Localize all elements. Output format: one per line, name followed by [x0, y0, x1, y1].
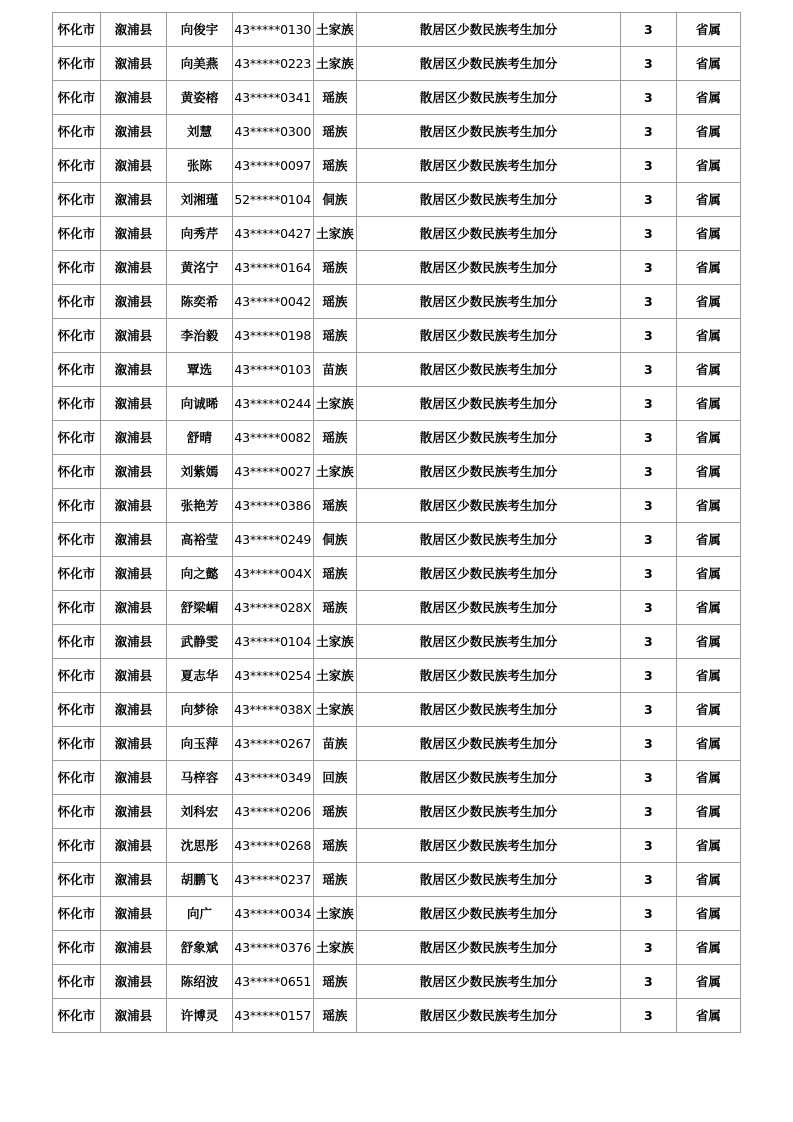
cell-county: 溆浦县: [100, 659, 166, 693]
cell-points: 3: [620, 795, 676, 829]
cell-ethnicity: 瑶族: [313, 965, 357, 999]
cell-id: 43*****0300: [233, 115, 313, 149]
cell-points: 3: [620, 47, 676, 81]
cell-name: 刘紫嫣: [166, 455, 232, 489]
cell-name: 覃选: [166, 353, 232, 387]
cell-level: 省属: [676, 353, 740, 387]
table-row: [53, 489, 741, 523]
table-row: [53, 285, 741, 319]
cell-county: 溆浦县: [100, 897, 166, 931]
cell-ethnicity: 土家族: [313, 13, 357, 47]
cell-ethnicity: 回族: [313, 761, 357, 795]
cell-level: 省属: [676, 251, 740, 285]
cell-county: 溆浦县: [100, 931, 166, 965]
cell-id: 43*****0198: [233, 319, 313, 353]
cell-level: 省属: [676, 115, 740, 149]
cell-ethnicity: 瑶族: [313, 115, 357, 149]
cell-ethnicity: 侗族: [313, 183, 357, 217]
cell-level: 省属: [676, 421, 740, 455]
cell-points: 3: [620, 829, 676, 863]
cell-city: 怀化市: [53, 523, 101, 557]
cell-city: 怀化市: [53, 625, 101, 659]
cell-reason: 散居区少数民族考生加分: [357, 829, 621, 863]
cell-id: 43*****0249: [233, 523, 313, 557]
cell-city: 怀化市: [53, 863, 101, 897]
table-row: [53, 319, 741, 353]
cell-city: 怀化市: [53, 455, 101, 489]
cell-county: 溆浦县: [100, 761, 166, 795]
cell-points: 3: [620, 387, 676, 421]
cell-level: 省属: [676, 285, 740, 319]
cell-level: 省属: [676, 489, 740, 523]
cell-id: 43*****0104: [233, 625, 313, 659]
cell-reason: 散居区少数民族考生加分: [357, 81, 621, 115]
cell-points: 3: [620, 523, 676, 557]
cell-county: 溆浦县: [100, 81, 166, 115]
cell-city: 怀化市: [53, 285, 101, 319]
cell-ethnicity: 土家族: [313, 387, 357, 421]
cell-id: 43*****038X: [233, 693, 313, 727]
cell-name: 刘科宏: [166, 795, 232, 829]
cell-points: 3: [620, 489, 676, 523]
cell-name: 许博灵: [166, 999, 232, 1033]
cell-reason: 散居区少数民族考生加分: [357, 149, 621, 183]
cell-county: 溆浦县: [100, 727, 166, 761]
cell-reason: 散居区少数民族考生加分: [357, 523, 621, 557]
table-row: [53, 591, 741, 625]
cell-reason: 散居区少数民族考生加分: [357, 455, 621, 489]
cell-name: 刘湘瑾: [166, 183, 232, 217]
table-row: [53, 557, 741, 591]
cell-level: 省属: [676, 591, 740, 625]
cell-ethnicity: 瑶族: [313, 591, 357, 625]
cell-reason: 散居区少数民族考生加分: [357, 183, 621, 217]
cell-points: 3: [620, 13, 676, 47]
cell-id: 43*****0237: [233, 863, 313, 897]
cell-reason: 散居区少数民族考生加分: [357, 999, 621, 1033]
cell-city: 怀化市: [53, 421, 101, 455]
cell-name: 舒象斌: [166, 931, 232, 965]
cell-name: 陈奕希: [166, 285, 232, 319]
cell-ethnicity: 土家族: [313, 47, 357, 81]
cell-ethnicity: 瑶族: [313, 829, 357, 863]
cell-county: 溆浦县: [100, 557, 166, 591]
cell-county: 溆浦县: [100, 115, 166, 149]
cell-id: 52*****0104: [233, 183, 313, 217]
table-row: [53, 183, 741, 217]
cell-city: 怀化市: [53, 115, 101, 149]
cell-id: 43*****0164: [233, 251, 313, 285]
cell-points: 3: [620, 115, 676, 149]
cell-ethnicity: 土家族: [313, 693, 357, 727]
cell-level: 省属: [676, 13, 740, 47]
table-row: [53, 81, 741, 115]
cell-reason: 散居区少数民族考生加分: [357, 897, 621, 931]
cell-level: 省属: [676, 319, 740, 353]
table-row: [53, 659, 741, 693]
cell-points: 3: [620, 455, 676, 489]
cell-id: 43*****0651: [233, 965, 313, 999]
cell-ethnicity: 瑶族: [313, 285, 357, 319]
table-row: [53, 965, 741, 999]
cell-city: 怀化市: [53, 897, 101, 931]
cell-reason: 散居区少数民族考生加分: [357, 251, 621, 285]
cell-reason: 散居区少数民族考生加分: [357, 217, 621, 251]
cell-name: 向美燕: [166, 47, 232, 81]
cell-county: 溆浦县: [100, 13, 166, 47]
cell-level: 省属: [676, 625, 740, 659]
table-row: [53, 387, 741, 421]
cell-level: 省属: [676, 47, 740, 81]
cell-ethnicity: 瑶族: [313, 319, 357, 353]
table-row: [53, 897, 741, 931]
table-row: [53, 149, 741, 183]
cell-county: 溆浦县: [100, 795, 166, 829]
cell-city: 怀化市: [53, 591, 101, 625]
cell-ethnicity: 瑶族: [313, 489, 357, 523]
cell-level: 省属: [676, 761, 740, 795]
cell-county: 溆浦县: [100, 455, 166, 489]
cell-county: 溆浦县: [100, 387, 166, 421]
cell-county: 溆浦县: [100, 489, 166, 523]
cell-ethnicity: 土家族: [313, 659, 357, 693]
cell-level: 省属: [676, 999, 740, 1033]
cell-level: 省属: [676, 81, 740, 115]
cell-reason: 散居区少数民族考生加分: [357, 965, 621, 999]
cell-level: 省属: [676, 455, 740, 489]
cell-ethnicity: 苗族: [313, 727, 357, 761]
table-row: [53, 251, 741, 285]
cell-name: 向俊宇: [166, 13, 232, 47]
cell-reason: 散居区少数民族考生加分: [357, 421, 621, 455]
cell-reason: 散居区少数民族考生加分: [357, 319, 621, 353]
cell-name: 李治毅: [166, 319, 232, 353]
cell-city: 怀化市: [53, 149, 101, 183]
cell-ethnicity: 侗族: [313, 523, 357, 557]
cell-city: 怀化市: [53, 13, 101, 47]
candidates-table: [52, 12, 741, 1033]
table-row: [53, 625, 741, 659]
cell-reason: 散居区少数民族考生加分: [357, 659, 621, 693]
cell-name: 张艳芳: [166, 489, 232, 523]
cell-county: 溆浦县: [100, 47, 166, 81]
cell-id: 43*****0157: [233, 999, 313, 1033]
cell-level: 省属: [676, 727, 740, 761]
cell-name: 向之懿: [166, 557, 232, 591]
cell-ethnicity: 瑶族: [313, 81, 357, 115]
cell-city: 怀化市: [53, 557, 101, 591]
cell-county: 溆浦县: [100, 829, 166, 863]
cell-county: 溆浦县: [100, 251, 166, 285]
cell-level: 省属: [676, 387, 740, 421]
cell-id: 43*****004X: [233, 557, 313, 591]
cell-reason: 散居区少数民族考生加分: [357, 557, 621, 591]
cell-ethnicity: 土家族: [313, 897, 357, 931]
cell-city: 怀化市: [53, 999, 101, 1033]
cell-county: 溆浦县: [100, 625, 166, 659]
cell-county: 溆浦县: [100, 421, 166, 455]
table-row: [53, 795, 741, 829]
cell-level: 省属: [676, 523, 740, 557]
cell-reason: 散居区少数民族考生加分: [357, 693, 621, 727]
cell-id: 43*****0103: [233, 353, 313, 387]
cell-points: 3: [620, 693, 676, 727]
cell-reason: 散居区少数民族考生加分: [357, 285, 621, 319]
cell-ethnicity: 瑶族: [313, 863, 357, 897]
cell-id: 43*****0254: [233, 659, 313, 693]
table-row: [53, 931, 741, 965]
cell-name: 刘慧: [166, 115, 232, 149]
cell-county: 溆浦县: [100, 693, 166, 727]
cell-id: 43*****028X: [233, 591, 313, 625]
cell-county: 溆浦县: [100, 217, 166, 251]
cell-id: 43*****0341: [233, 81, 313, 115]
cell-county: 溆浦县: [100, 183, 166, 217]
cell-reason: 散居区少数民族考生加分: [357, 387, 621, 421]
cell-name: 陈绍波: [166, 965, 232, 999]
cell-name: 向诚晞: [166, 387, 232, 421]
cell-name: 黄洺宁: [166, 251, 232, 285]
cell-reason: 散居区少数民族考生加分: [357, 795, 621, 829]
cell-city: 怀化市: [53, 183, 101, 217]
cell-reason: 散居区少数民族考生加分: [357, 591, 621, 625]
table-row: [53, 353, 741, 387]
cell-ethnicity: 瑶族: [313, 149, 357, 183]
cell-ethnicity: 瑶族: [313, 795, 357, 829]
cell-name: 张陈: [166, 149, 232, 183]
cell-id: 43*****0097: [233, 149, 313, 183]
cell-name: 高裕莹: [166, 523, 232, 557]
cell-level: 省属: [676, 183, 740, 217]
cell-reason: 散居区少数民族考生加分: [357, 761, 621, 795]
table-row: [53, 761, 741, 795]
cell-level: 省属: [676, 897, 740, 931]
cell-county: 溆浦县: [100, 285, 166, 319]
cell-name: 夏志华: [166, 659, 232, 693]
cell-county: 溆浦县: [100, 591, 166, 625]
cell-name: 舒晴: [166, 421, 232, 455]
cell-reason: 散居区少数民族考生加分: [357, 353, 621, 387]
cell-reason: 散居区少数民族考生加分: [357, 931, 621, 965]
cell-level: 省属: [676, 659, 740, 693]
cell-city: 怀化市: [53, 965, 101, 999]
cell-points: 3: [620, 217, 676, 251]
cell-id: 43*****0376: [233, 931, 313, 965]
cell-city: 怀化市: [53, 387, 101, 421]
cell-name: 向广: [166, 897, 232, 931]
cell-city: 怀化市: [53, 251, 101, 285]
cell-city: 怀化市: [53, 47, 101, 81]
table-row: [53, 217, 741, 251]
cell-reason: 散居区少数民族考生加分: [357, 115, 621, 149]
table-row: [53, 727, 741, 761]
table-body: [53, 13, 741, 1033]
cell-ethnicity: 苗族: [313, 353, 357, 387]
cell-reason: 散居区少数民族考生加分: [357, 727, 621, 761]
cell-city: 怀化市: [53, 659, 101, 693]
cell-reason: 散居区少数民族考生加分: [357, 47, 621, 81]
cell-city: 怀化市: [53, 353, 101, 387]
cell-county: 溆浦县: [100, 149, 166, 183]
cell-level: 省属: [676, 965, 740, 999]
cell-name: 向秀芹: [166, 217, 232, 251]
table-row: [53, 863, 741, 897]
table-row: [53, 455, 741, 489]
cell-id: 43*****0034: [233, 897, 313, 931]
cell-id: 43*****0244: [233, 387, 313, 421]
cell-id: 43*****0027: [233, 455, 313, 489]
cell-level: 省属: [676, 217, 740, 251]
cell-id: 43*****0082: [233, 421, 313, 455]
cell-points: 3: [620, 421, 676, 455]
cell-points: 3: [620, 761, 676, 795]
cell-county: 溆浦县: [100, 353, 166, 387]
cell-level: 省属: [676, 829, 740, 863]
cell-name: 黄姿榕: [166, 81, 232, 115]
cell-ethnicity: 土家族: [313, 625, 357, 659]
cell-ethnicity: 土家族: [313, 455, 357, 489]
cell-ethnicity: 土家族: [313, 931, 357, 965]
cell-reason: 散居区少数民族考生加分: [357, 625, 621, 659]
table-row: [53, 829, 741, 863]
cell-id: 43*****0268: [233, 829, 313, 863]
cell-city: 怀化市: [53, 829, 101, 863]
cell-name: 舒梁嵋: [166, 591, 232, 625]
cell-level: 省属: [676, 149, 740, 183]
cell-ethnicity: 土家族: [313, 217, 357, 251]
cell-points: 3: [620, 625, 676, 659]
cell-id: 43*****0267: [233, 727, 313, 761]
cell-points: 3: [620, 965, 676, 999]
cell-points: 3: [620, 149, 676, 183]
cell-points: 3: [620, 591, 676, 625]
cell-city: 怀化市: [53, 727, 101, 761]
cell-points: 3: [620, 353, 676, 387]
cell-points: 3: [620, 727, 676, 761]
cell-points: 3: [620, 999, 676, 1033]
table-row: [53, 999, 741, 1033]
cell-points: 3: [620, 897, 676, 931]
cell-county: 溆浦县: [100, 863, 166, 897]
cell-level: 省属: [676, 863, 740, 897]
cell-level: 省属: [676, 557, 740, 591]
cell-points: 3: [620, 183, 676, 217]
cell-reason: 散居区少数民族考生加分: [357, 489, 621, 523]
cell-level: 省属: [676, 931, 740, 965]
table-row: [53, 47, 741, 81]
cell-city: 怀化市: [53, 319, 101, 353]
cell-points: 3: [620, 931, 676, 965]
cell-id: 43*****0042: [233, 285, 313, 319]
cell-name: 胡鹏飞: [166, 863, 232, 897]
cell-id: 43*****0223: [233, 47, 313, 81]
cell-name: 沈思彤: [166, 829, 232, 863]
cell-city: 怀化市: [53, 761, 101, 795]
cell-points: 3: [620, 863, 676, 897]
cell-name: 武静雯: [166, 625, 232, 659]
cell-points: 3: [620, 81, 676, 115]
cell-id: 43*****0130: [233, 13, 313, 47]
cell-id: 43*****0206: [233, 795, 313, 829]
cell-id: 43*****0349: [233, 761, 313, 795]
cell-level: 省属: [676, 693, 740, 727]
table-row: [53, 13, 741, 47]
cell-points: 3: [620, 251, 676, 285]
cell-name: 向玉萍: [166, 727, 232, 761]
cell-ethnicity: 瑶族: [313, 557, 357, 591]
cell-points: 3: [620, 659, 676, 693]
cell-county: 溆浦县: [100, 965, 166, 999]
cell-county: 溆浦县: [100, 319, 166, 353]
cell-points: 3: [620, 319, 676, 353]
cell-reason: 散居区少数民族考生加分: [357, 13, 621, 47]
cell-name: 马梓容: [166, 761, 232, 795]
cell-ethnicity: 瑶族: [313, 421, 357, 455]
cell-city: 怀化市: [53, 81, 101, 115]
cell-name: 向梦徐: [166, 693, 232, 727]
cell-ethnicity: 瑶族: [313, 999, 357, 1033]
table-row: [53, 115, 741, 149]
table-row: [53, 523, 741, 557]
cell-level: 省属: [676, 795, 740, 829]
cell-points: 3: [620, 285, 676, 319]
cell-city: 怀化市: [53, 931, 101, 965]
cell-city: 怀化市: [53, 217, 101, 251]
table-row: [53, 693, 741, 727]
cell-city: 怀化市: [53, 489, 101, 523]
cell-ethnicity: 瑶族: [313, 251, 357, 285]
cell-id: 43*****0427: [233, 217, 313, 251]
cell-city: 怀化市: [53, 795, 101, 829]
cell-id: 43*****0386: [233, 489, 313, 523]
cell-county: 溆浦县: [100, 999, 166, 1033]
cell-points: 3: [620, 557, 676, 591]
cell-city: 怀化市: [53, 693, 101, 727]
table-row: [53, 421, 741, 455]
cell-reason: 散居区少数民族考生加分: [357, 863, 621, 897]
cell-county: 溆浦县: [100, 523, 166, 557]
